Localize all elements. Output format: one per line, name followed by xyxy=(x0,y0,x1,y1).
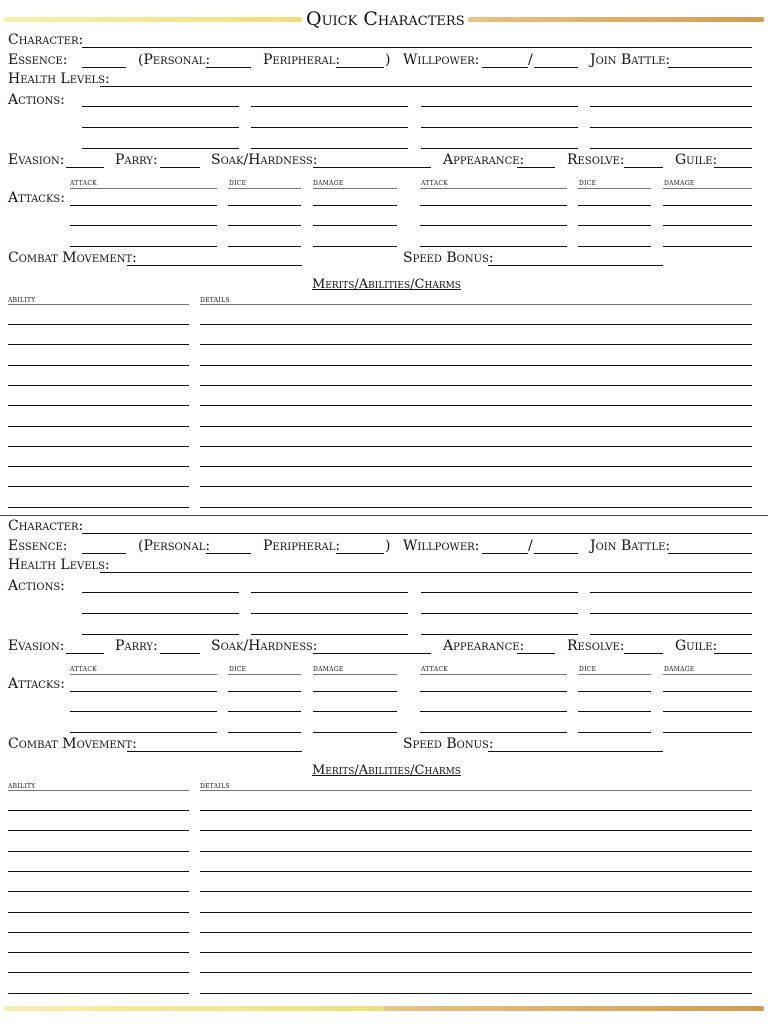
attack-field-2-3[interactable] xyxy=(313,225,397,226)
attack-column-header: attack xyxy=(70,664,97,673)
appearance-field[interactable] xyxy=(517,167,555,168)
attack-field-1-4[interactable] xyxy=(420,691,567,692)
join-battle-label: Join Battle: xyxy=(590,52,671,68)
peripheral-essence-field[interactable] xyxy=(336,67,384,68)
attacks-label: Attacks: xyxy=(8,676,65,692)
attack-field-3-2[interactable] xyxy=(228,246,301,247)
damage-column-header-2: damage xyxy=(664,178,695,187)
ability-field-3[interactable] xyxy=(8,365,189,366)
attack-field-3-1[interactable] xyxy=(70,246,217,247)
willpower-label: Willpower: xyxy=(403,52,480,68)
ability-field-4[interactable] xyxy=(8,871,189,872)
health-levels-field[interactable] xyxy=(100,572,752,573)
attack-column-header: attack xyxy=(70,178,97,187)
details-field-7[interactable] xyxy=(200,932,752,933)
essence-label: Essence: xyxy=(8,52,68,68)
action-field-1-1[interactable] xyxy=(82,106,239,107)
health-levels-label: Health Levels: xyxy=(8,71,110,87)
guile-field[interactable] xyxy=(714,653,752,654)
join-battle-field[interactable] xyxy=(668,67,752,68)
attack-field-2-6[interactable] xyxy=(663,711,752,712)
essence-label: Essence: xyxy=(8,538,68,554)
action-field-3-1[interactable] xyxy=(82,634,239,635)
action-field-2-3[interactable] xyxy=(421,613,578,614)
attack-header-underline-5 xyxy=(578,188,651,189)
section-divider xyxy=(0,515,768,516)
ability-field-5[interactable] xyxy=(8,405,189,406)
willpower-max-field[interactable] xyxy=(534,67,578,68)
action-field-2-2[interactable] xyxy=(251,127,408,128)
ability-field-7[interactable] xyxy=(8,446,189,447)
attack-field-1-6[interactable] xyxy=(663,691,752,692)
willpower-current-field[interactable] xyxy=(482,553,528,554)
action-field-3-3[interactable] xyxy=(421,148,578,149)
merits-abilities-charms-heading: Merits/Abilities/Charms xyxy=(312,277,461,292)
action-field-1-4[interactable] xyxy=(590,592,752,593)
character-label: Character: xyxy=(8,32,84,48)
details-header-underline xyxy=(200,790,752,791)
attack-field-3-3[interactable] xyxy=(313,732,397,733)
attack-header-underline-2 xyxy=(228,188,301,189)
attack-header-underline-6 xyxy=(663,674,752,675)
dice-column-header: dice xyxy=(229,178,247,187)
personal-label: (Personal: xyxy=(138,52,211,68)
ability-column-header: ability xyxy=(8,295,36,304)
attack-field-3-4[interactable] xyxy=(420,246,567,247)
soak-hardness-label: Soak/Hardness: xyxy=(211,638,318,654)
action-field-1-1[interactable] xyxy=(82,592,239,593)
peripheral-label: Peripheral: xyxy=(263,52,341,68)
attack-field-1-6[interactable] xyxy=(663,205,752,206)
willpower-slash: / xyxy=(528,52,533,68)
details-field-2[interactable] xyxy=(200,344,752,345)
ability-field-2[interactable] xyxy=(8,344,189,345)
combat-movement-label: Combat Movement: xyxy=(8,736,137,752)
action-field-1-4[interactable] xyxy=(590,106,752,107)
appearance-label: Appearance: xyxy=(443,152,525,168)
attack-header-underline-6 xyxy=(663,188,752,189)
attack-field-2-6[interactable] xyxy=(663,225,752,226)
combat-movement-field[interactable] xyxy=(127,751,302,752)
ability-field-6[interactable] xyxy=(8,426,189,427)
attack-header-underline-5 xyxy=(578,674,651,675)
evasion-label: Evasion: xyxy=(8,152,65,168)
action-field-2-2[interactable] xyxy=(251,613,408,614)
action-field-3-3[interactable] xyxy=(421,634,578,635)
character-name-field[interactable] xyxy=(82,47,752,48)
attack-field-1-3[interactable] xyxy=(313,205,397,206)
attack-field-1-2[interactable] xyxy=(228,691,301,692)
details-column-header: details xyxy=(200,295,230,304)
appearance-label: Appearance: xyxy=(443,638,525,654)
speed-bonus-field[interactable] xyxy=(488,265,663,266)
details-field-3[interactable] xyxy=(200,365,752,366)
details-field-5[interactable] xyxy=(200,891,752,892)
action-field-2-1[interactable] xyxy=(82,613,239,614)
ability-field-6[interactable] xyxy=(8,912,189,913)
attack-field-3-1[interactable] xyxy=(70,732,217,733)
join-battle-label: Join Battle: xyxy=(590,538,671,554)
ability-field-8[interactable] xyxy=(8,952,189,953)
parry-label: Parry: xyxy=(115,152,158,168)
action-field-2-4[interactable] xyxy=(590,127,752,128)
ability-field-8[interactable] xyxy=(8,466,189,467)
attack-field-2-3[interactable] xyxy=(313,711,397,712)
page-title: Quick Characters xyxy=(306,8,465,30)
action-field-3-4[interactable] xyxy=(590,634,752,635)
character-label: Character: xyxy=(8,518,84,534)
actions-label: Actions: xyxy=(8,578,65,594)
character-name-field[interactable] xyxy=(82,533,752,534)
action-field-1-2[interactable] xyxy=(251,106,408,107)
details-field-5[interactable] xyxy=(200,405,752,406)
damage-column-header: damage xyxy=(313,664,344,673)
details-field-1[interactable] xyxy=(200,810,752,811)
details-field-10[interactable] xyxy=(200,993,752,994)
ability-field-2[interactable] xyxy=(8,830,189,831)
details-field-1[interactable] xyxy=(200,324,752,325)
parry-label: Parry: xyxy=(115,638,158,654)
merits-abilities-charms-heading: Merits/Abilities/Charms xyxy=(312,763,461,778)
attack-field-2-1[interactable] xyxy=(70,225,217,226)
bottom-bar-right xyxy=(384,1006,764,1011)
action-field-3-2[interactable] xyxy=(251,148,408,149)
attack-field-2-2[interactable] xyxy=(228,711,301,712)
attack-field-1-5[interactable] xyxy=(578,691,651,692)
ability-field-1[interactable] xyxy=(8,324,189,325)
damage-column-header: damage xyxy=(313,178,344,187)
speed-bonus-label: Speed Bonus: xyxy=(403,250,494,266)
dice-column-header-2: dice xyxy=(579,664,597,673)
details-field-6[interactable] xyxy=(200,426,752,427)
attack-header-underline-3 xyxy=(313,674,397,675)
guile-label: Guile: xyxy=(675,152,718,168)
speed-bonus-field[interactable] xyxy=(488,751,663,752)
attacks-label: Attacks: xyxy=(8,190,65,206)
attack-header-underline-4 xyxy=(420,188,567,189)
action-field-2-3[interactable] xyxy=(421,127,578,128)
willpower-current-field[interactable] xyxy=(482,67,528,68)
resolve-field[interactable] xyxy=(624,653,663,654)
guile-field[interactable] xyxy=(714,167,752,168)
attack-field-3-2[interactable] xyxy=(228,732,301,733)
details-field-3[interactable] xyxy=(200,851,752,852)
actions-label: Actions: xyxy=(8,92,65,108)
ability-column-header: ability xyxy=(8,781,36,790)
evasion-field[interactable] xyxy=(66,167,104,168)
attack-field-2-2[interactable] xyxy=(228,225,301,226)
attack-field-3-5[interactable] xyxy=(578,246,651,247)
ability-field-4[interactable] xyxy=(8,385,189,386)
resolve-field[interactable] xyxy=(624,167,663,168)
damage-column-header-2: damage xyxy=(664,664,695,673)
ability-field-9[interactable] xyxy=(8,972,189,973)
action-field-1-3[interactable] xyxy=(421,106,578,107)
ability-field-7[interactable] xyxy=(8,932,189,933)
attack-field-3-3[interactable] xyxy=(313,246,397,247)
willpower-slash: / xyxy=(528,538,533,554)
character-block-1 xyxy=(0,0,768,490)
ability-field-1[interactable] xyxy=(8,810,189,811)
evasion-label: Evasion: xyxy=(8,638,65,654)
details-header-underline xyxy=(200,304,752,305)
details-field-8[interactable] xyxy=(200,466,752,467)
action-field-1-2[interactable] xyxy=(251,592,408,593)
combat-movement-label: Combat Movement: xyxy=(8,250,137,266)
attack-field-3-6[interactable] xyxy=(663,246,752,247)
ability-field-10[interactable] xyxy=(8,993,189,994)
attack-field-2-4[interactable] xyxy=(420,711,567,712)
attack-header-underline-2 xyxy=(228,674,301,675)
ability-field-5[interactable] xyxy=(8,891,189,892)
dice-column-header-2: dice xyxy=(579,178,597,187)
resolve-label: Resolve: xyxy=(567,638,625,654)
bottom-bar-left xyxy=(4,1006,384,1011)
attack-header-underline-1 xyxy=(70,188,217,189)
details-field-9[interactable] xyxy=(200,972,752,973)
attack-field-1-1[interactable] xyxy=(70,691,217,692)
action-field-2-4[interactable] xyxy=(590,613,752,614)
details-field-2[interactable] xyxy=(200,830,752,831)
attack-field-3-5[interactable] xyxy=(578,732,651,733)
evasion-field[interactable] xyxy=(66,653,104,654)
details-field-7[interactable] xyxy=(200,446,752,447)
attack-header-underline-3 xyxy=(313,188,397,189)
peripheral-label: Peripheral: xyxy=(263,538,341,554)
action-field-1-3[interactable] xyxy=(421,592,578,593)
ability-header-underline xyxy=(8,790,189,791)
essence-field[interactable] xyxy=(82,553,126,554)
peripheral-essence-field[interactable] xyxy=(336,553,384,554)
attack-field-3-4[interactable] xyxy=(420,732,567,733)
attack-field-1-1[interactable] xyxy=(70,205,217,206)
action-field-3-2[interactable] xyxy=(251,634,408,635)
attack-field-1-2[interactable] xyxy=(228,205,301,206)
personal-label: (Personal: xyxy=(138,538,211,554)
ability-field-3[interactable] xyxy=(8,851,189,852)
details-field-4[interactable] xyxy=(200,871,752,872)
attack-field-2-5[interactable] xyxy=(578,225,651,226)
health-levels-label: Health Levels: xyxy=(8,557,110,573)
soak-hardness-field[interactable] xyxy=(313,167,431,168)
attack-field-2-4[interactable] xyxy=(420,225,567,226)
close-paren: ) xyxy=(385,52,391,68)
willpower-max-field[interactable] xyxy=(534,553,578,554)
attack-field-1-3[interactable] xyxy=(313,691,397,692)
attack-field-1-5[interactable] xyxy=(578,205,651,206)
dice-column-header: dice xyxy=(229,664,247,673)
essence-field[interactable] xyxy=(82,67,126,68)
join-battle-field[interactable] xyxy=(668,553,752,554)
attack-field-2-1[interactable] xyxy=(70,711,217,712)
attack-column-header-2: attack xyxy=(421,664,448,673)
guile-label: Guile: xyxy=(675,638,718,654)
character-block-2 xyxy=(0,486,768,976)
attack-field-2-5[interactable] xyxy=(578,711,651,712)
action-field-3-1[interactable] xyxy=(82,148,239,149)
personal-essence-field[interactable] xyxy=(206,67,251,68)
health-levels-field[interactable] xyxy=(100,86,752,87)
combat-movement-field[interactable] xyxy=(127,265,302,266)
attack-header-underline-4 xyxy=(420,674,567,675)
resolve-label: Resolve: xyxy=(567,152,625,168)
parry-field[interactable] xyxy=(160,167,200,168)
action-field-2-1[interactable] xyxy=(82,127,239,128)
attack-field-1-4[interactable] xyxy=(420,205,567,206)
soak-hardness-label: Soak/Hardness: xyxy=(211,152,318,168)
action-field-3-4[interactable] xyxy=(590,148,752,149)
parry-field[interactable] xyxy=(160,653,200,654)
details-column-header: details xyxy=(200,781,230,790)
soak-hardness-field[interactable] xyxy=(313,653,431,654)
details-field-4[interactable] xyxy=(200,385,752,386)
attack-header-underline-1 xyxy=(70,674,217,675)
attack-field-3-6[interactable] xyxy=(663,732,752,733)
willpower-label: Willpower: xyxy=(403,538,480,554)
details-field-6[interactable] xyxy=(200,912,752,913)
ability-header-underline xyxy=(8,304,189,305)
attack-column-header-2: attack xyxy=(421,178,448,187)
personal-essence-field[interactable] xyxy=(206,553,251,554)
close-paren: ) xyxy=(385,538,391,554)
speed-bonus-label: Speed Bonus: xyxy=(403,736,494,752)
details-field-8[interactable] xyxy=(200,952,752,953)
appearance-field[interactable] xyxy=(517,653,555,654)
